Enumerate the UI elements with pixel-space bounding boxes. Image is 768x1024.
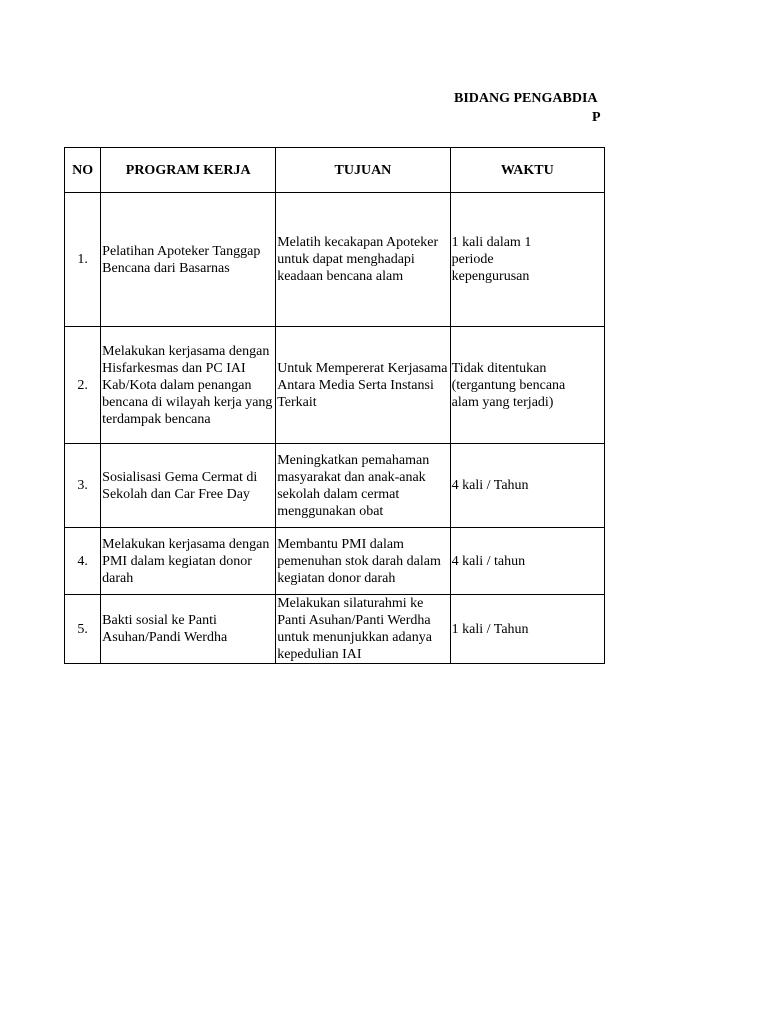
document-subtitle: P [592, 110, 601, 125]
cell-tujuan [276, 193, 450, 327]
cell-no: 2. [65, 327, 101, 444]
cell-text-line: Melatih kecakapan Apoteker [277, 235, 439, 250]
cell-text-line: untuk dapat menghadapi [277, 252, 415, 267]
cell-text-line: Melakukan silaturahmi ke [277, 596, 424, 611]
header-no: NO [65, 148, 101, 193]
cell-no: 1. [65, 193, 101, 327]
cell-text-line: Bencana dari Basarnas [102, 260, 230, 276]
cell-text-line: Kab/Kota dalam penangan [102, 377, 252, 393]
cell-text-line: periode [451, 252, 494, 267]
cell-program-kerja [101, 444, 276, 528]
cell-text-line: Meningkatkan pemahaman [277, 452, 430, 468]
cell-program-kerja [101, 327, 276, 444]
header-waktu: WAKTU [450, 148, 604, 193]
cell-text-line: Bakti sosial ke Panti [102, 613, 217, 628]
cell-text-line: Untuk Mempererat Kerjasama [277, 360, 448, 376]
cell-text-line: Tidak ditentukan [451, 360, 547, 376]
cell-text-line: Sosialisasi Gema Cermat di [102, 469, 258, 485]
cell-text-line: kepedulian IAI [277, 647, 362, 662]
cell-waktu [450, 528, 604, 595]
cell-text-line: Sekolah dan Car Free Day [102, 486, 250, 502]
cell-text-line: Melakukan kerjasama dengan [102, 536, 270, 552]
cell-tujuan [276, 327, 450, 444]
cell-text-line: 1 kali / Tahun [451, 621, 529, 637]
cell-text-line: kepengurusan [451, 269, 530, 284]
cell-text-line: Asuhan/Pandi Werdha [102, 630, 228, 645]
document-title: BIDANG PENGABDIA [454, 91, 598, 106]
cell-text-line: (tergantung bencana [451, 377, 566, 393]
cell-text-line: menggunakan obat [277, 503, 384, 519]
cell-no: 3. [65, 444, 101, 528]
cell-text-line: terdampak bencana [102, 411, 211, 427]
cell-waktu [450, 193, 604, 327]
cell-no: 5. [65, 595, 101, 664]
cell-text-line: masyarakat dan anak-anak [277, 469, 426, 485]
cell-tujuan [276, 528, 450, 595]
cell-text-line: alam yang terjadi) [451, 394, 554, 410]
cell-text-line: kegiatan donor darah [277, 570, 396, 586]
cell-text-line: bencana di wilayah kerja yang [102, 394, 273, 410]
cell-text-line: darah [102, 570, 134, 586]
cell-text-line: Melakukan kerjasama dengan [102, 343, 270, 359]
table-row [65, 327, 605, 444]
cell-text-line: Panti Asuhan/Panti Werdha [277, 613, 431, 628]
cell-text-line: Hisfarkesmas dan PC IAI [102, 360, 246, 376]
cell-program-kerja [101, 595, 276, 664]
cell-text-line: Pelatihan Apoteker Tanggap [102, 243, 261, 259]
cell-waktu [450, 444, 604, 528]
table-row [65, 193, 605, 327]
cell-tujuan [276, 444, 450, 528]
cell-text-line: Antara Media Serta Instansi [277, 377, 434, 393]
table-row [65, 444, 605, 528]
cell-text-line: 4 kali / Tahun [451, 478, 529, 493]
cell-text-line: untuk menunjukkan adanya [277, 630, 432, 645]
table-row [65, 528, 605, 595]
header-program-kerja: PROGRAM KERJA [101, 148, 276, 193]
cell-waktu [450, 327, 604, 444]
cell-no: 4. [65, 528, 101, 595]
cell-text-line: sekolah dalam cermat [277, 486, 400, 502]
cell-text-line: pemenuhan stok darah dalam [277, 553, 441, 569]
cell-tujuan [276, 595, 450, 664]
cell-text-line: Membantu PMI dalam [277, 536, 404, 552]
cell-text-line: 4 kali / tahun [451, 553, 526, 569]
program-table [64, 147, 605, 664]
cell-program-kerja [101, 193, 276, 327]
header-tujuan: TUJUAN [276, 148, 450, 193]
cell-text-line: Terkait [277, 394, 317, 410]
cell-program-kerja [101, 528, 276, 595]
cell-waktu [450, 595, 604, 664]
table-row [65, 595, 605, 664]
cell-text-line: keadaan bencana alam [277, 269, 404, 284]
cell-text-line: 1 kali dalam 1 [451, 235, 532, 250]
cell-text-line: PMI dalam kegiatan donor [102, 553, 252, 569]
table-header-row [65, 148, 605, 193]
